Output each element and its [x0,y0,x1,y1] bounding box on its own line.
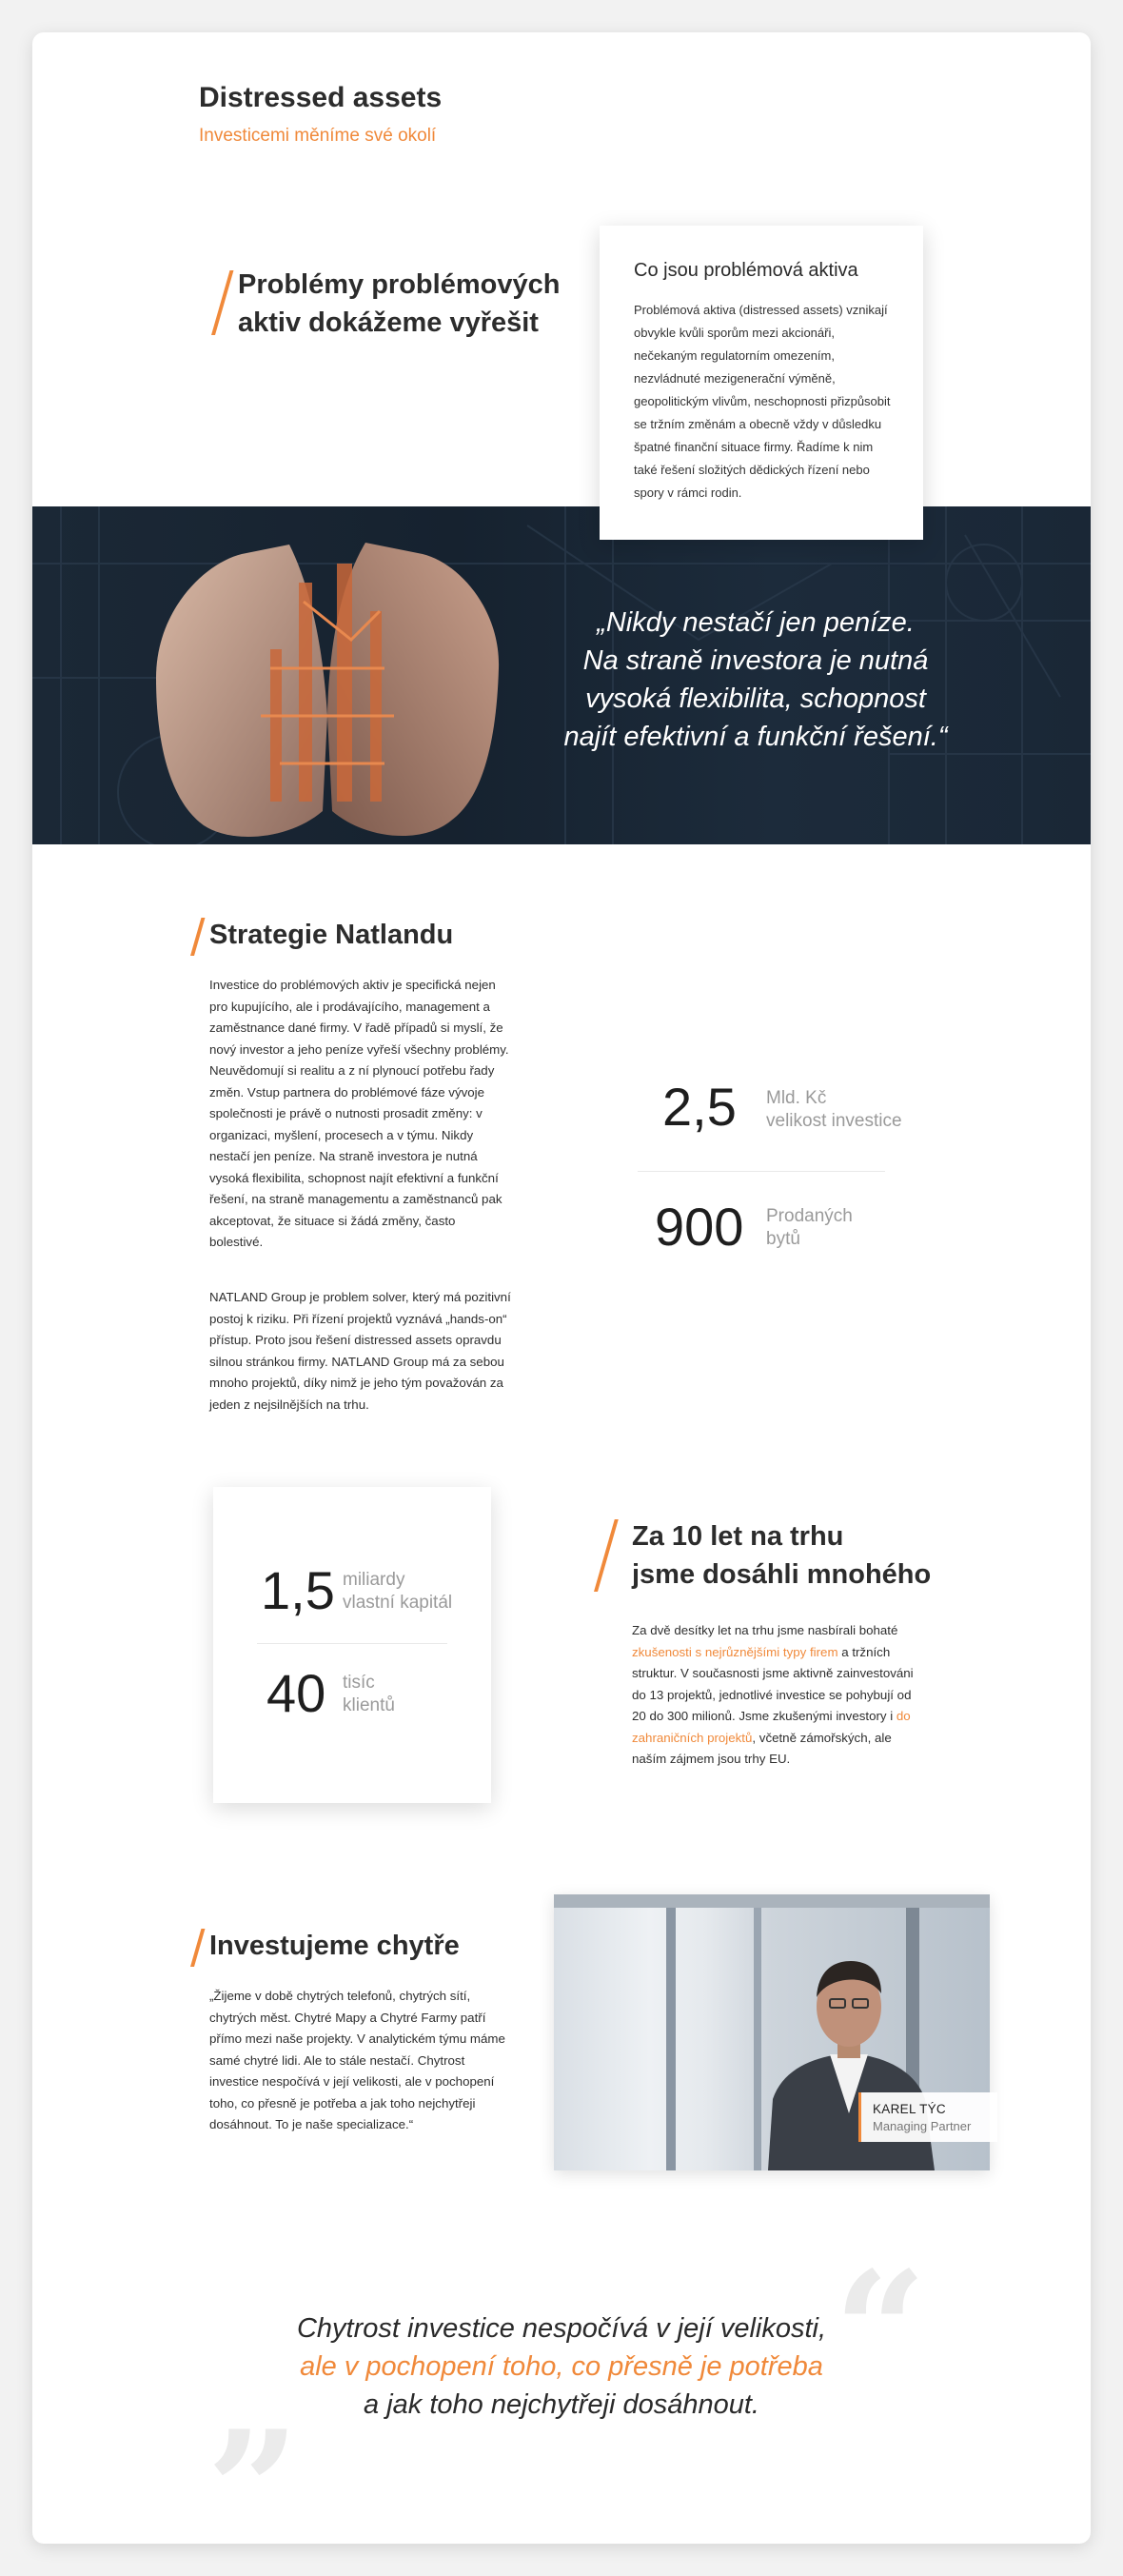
stat-clients-number: 40 [266,1663,326,1723]
strategy-heading: Strategie Natlandu [209,920,454,950]
stat-investment-number: 2,5 [662,1077,737,1137]
strategy-paragraph-2: NATLAND Group je problem solver, který má pozitivní postoj k riziku. Při řízení projektů vyznává „hands-on“ přístup. Proto jsou řešení distressed assets opravdu silnou stránkou firmy. NATLAND Group má za sebou mnoho projektů, díky nimž je jeho tým považován za jeden z nejsilnějších na trhu. [209,1290,511,1412]
stat-capital-label [343,1569,452,1615]
page-card [32,32,1091,2544]
achievements-heading-line1: Za 10 let na trhu [632,1521,844,1552]
hands-image [147,525,508,844]
closing-quote-mark: „ [209,2303,303,2493]
achievements-text-part1: Za dvě desítky let na trhu jsme nasbírali bohaté [632,1623,898,1637]
invest-text: „Žijeme v době chytrých telefonů, chytrých sítí, chytrých měst. Chytré Mapy a Chytré Farmy patří přímo mezi naše projekty. V analytickém týmu máme samé chytré lidi. Ale to stále nestačí. Chytrost investice nespočívá v její velikosti, ale v pochopení toho, co přesně je potřeba a jak toho nejchytřeji dosáhnout. To je naše specializace.“ [209,1989,505,2131]
bottom-quote-line1: Chytrost investice nespočívá v její velikosti, [296,2313,827,2344]
stat-clients-label-line2: klientů [343,1695,395,1715]
stat-flats-label-line2: bytů [766,1229,800,1249]
stat-flats-label [766,1205,853,1251]
stat-capital-label-line2: vlastní kapitál [343,1593,453,1613]
stat-investment-label-line1: Mld. Kč [766,1088,827,1108]
stat-capital-label-line1: miliardy [343,1570,405,1590]
problems-heading-line2: aktiv dokážeme vyřešit [238,307,539,338]
hero-quote-line3: vysoká flexibilita, schopnost [585,684,926,714]
person-caption [858,2092,997,2142]
problems-heading [238,266,581,342]
page-title: Distressed assets [199,82,443,113]
hero-quote-line2: Na straně investora je nutná [582,645,929,676]
hero-quote [537,604,975,756]
accent-slash [190,1929,205,1967]
achievements-heading [632,1517,931,1594]
accent-slash [190,918,205,956]
info-box-text: Problémová aktiva (distressed assets) vznikají obvykle kvůli sporům mezi akcionáři, nečekaným regulatorním omezením, nezvládnuté mezigenerační výměně, geopolitickým vlivům, neschopnosti přizpůsobit se tržním změnám a obecně vždy v důsledku špatné finanční situace firmy. Řadíme k nim také řešení složitých dědických řízení nebo spory v rámci rodin. [634,303,891,500]
stat-clients-label [343,1672,395,1717]
stat-investment-label-line2: velikost investice [766,1111,902,1131]
person-role: Managing Partner [873,2119,972,2133]
bottom-quote-line2: ale v pochopení toho, co přesně je potřeba [300,2351,823,2382]
stats-box [213,1487,491,1803]
bottom-quote-line3: a jak toho nejchytřeji dosáhnout. [364,2389,759,2420]
strategy-paragraph-1: Investice do problémových aktiv je specifická nejen pro kupujícího, ale i prodávajícího, management a zaměstnance dané firmy. V řadě případů si myslí, že nový investor a jeho peníze vyřeší všechny problémy. Neuvědomují si realitu a z ní plynoucí potřebu řady změn. Vstup partnera do problémové fáze vývoje společnosti je právě o nutnosti prosadit změny: v organizaci, myšlení, procesech a v týmu. Nikdy nestačí jen peníze. Na straně investora je nutná vysoká flexibilita, schopnost najít efektivní a funkční řešení, na straně managementu a zaměstnanců pak akceptovat, že situace si žádá změny, často bolestivé. [209,978,509,1249]
invest-heading: Investujeme chytře [209,1931,460,1961]
achievements-text [632,1620,927,1771]
info-box-title: Co jsou problémová aktiva [634,260,858,281]
hero-quote-line1: „Nikdy nestačí jen peníze. [597,607,915,638]
problems-heading-line1: Problémy problémových [238,269,561,300]
hero-quote-line4: najít efektivní a funkční řešení.“ [563,722,948,752]
bottom-quote [194,2309,929,2424]
foreign-projects-link[interactable]: do zahraničních projektů [632,1709,911,1745]
achievements-heading-line2: jsme dosáhli mnohého [632,1559,932,1590]
opening-quote-mark: “ [834,2236,927,2427]
stat-flats-number: 900 [655,1197,744,1257]
stat-divider [638,1171,885,1172]
stat-capital-number: 1,5 [261,1560,335,1620]
person-name: KAREL TÝC [873,2102,946,2116]
hero-banner [32,506,1091,844]
accent-slash [211,270,233,335]
experience-link[interactable]: zkušenosti s nejrůznějšími typy firem [632,1644,838,1659]
stat-investment-label [766,1087,902,1133]
page-subtitle: Investicemi měníme své okolí [199,126,437,146]
stat-clients-label-line1: tisíc [343,1673,375,1693]
achievements-text-part3: , včetně zámořských, ale naším zájmem jsou trhy EU. [632,1730,892,1766]
stat-divider [257,1643,447,1644]
achievements-text-part2: a tržních struktur. V současnosti jsme aktivně zainvestováni do 13 projektů, jednotlivé investice se pohybují od 20 do 300 milionů. Jsme zkušenými investory i [632,1644,914,1723]
info-box [600,226,923,540]
accent-slash [594,1519,619,1592]
stat-flats-label-line1: Prodaných [766,1206,853,1226]
